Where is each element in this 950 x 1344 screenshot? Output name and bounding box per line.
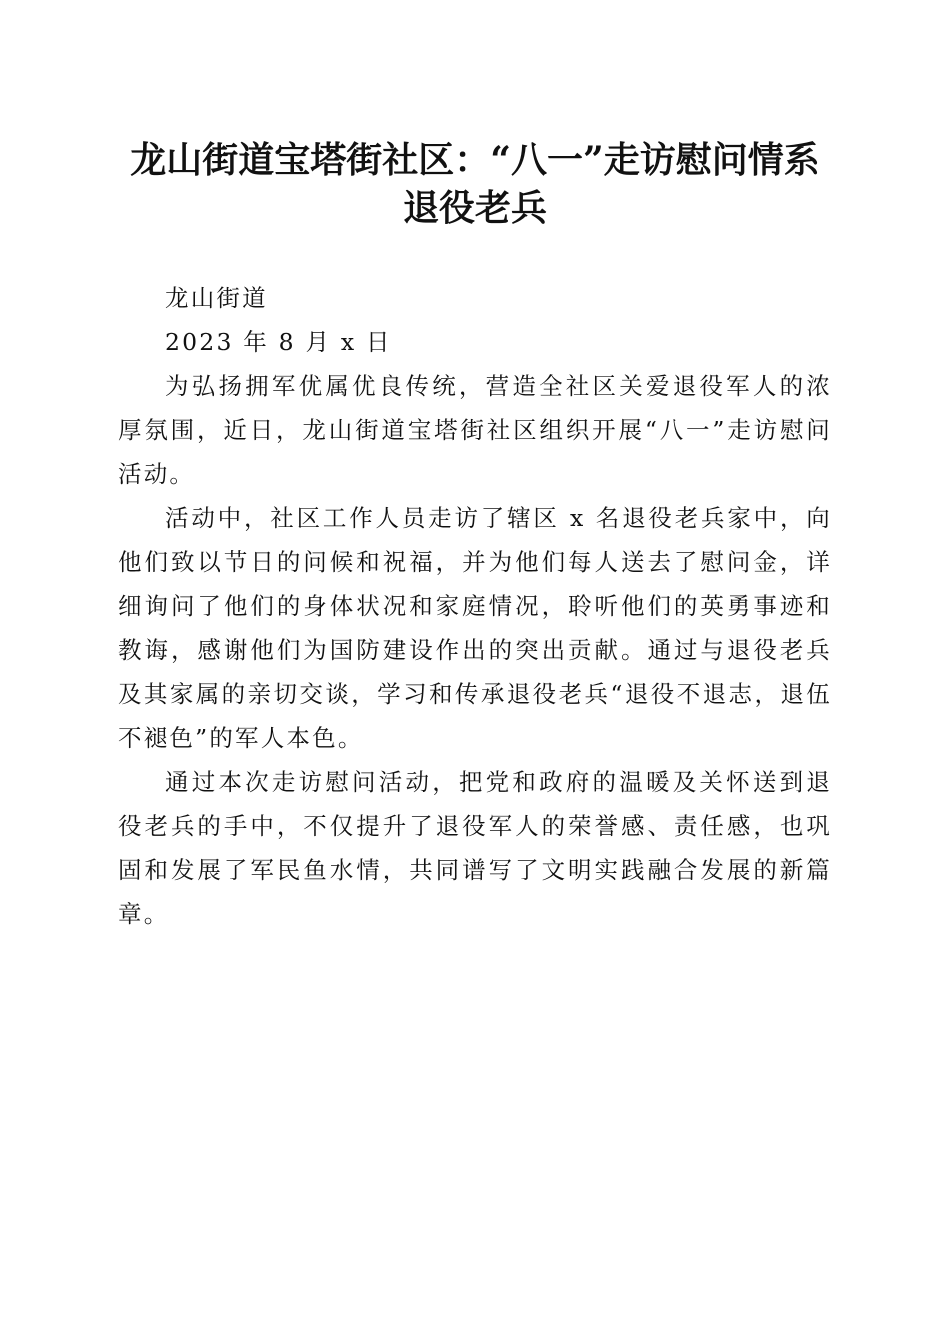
document-title	[110, 136, 840, 232]
title-line-1: 龙山街道宝塔街社区：“八一”走访慰问情系	[130, 139, 820, 181]
paragraph-3: 通过本次走访慰问活动，把党和政府的温暖及关怀送到退役老兵的手中，不仅提升了退役军人的荣誉感、责任感，也巩固和发展了军民鱼水情，共同谱写了文明实践融合发展的新篇章。	[118, 768, 832, 928]
paragraph-2: 活动中，社区工作人员走访了辖区 x 名退役老兵家中，向他们致以节日的问候和祝福，并为他们每人送去了慰问金，详细询问了他们的身体状况和家庭情况，聆听他们的英勇事迹和教诲，感谢他们为国防建设作出的突出贡献。通过与退役老兵及其家属的亲切交谈，学习和传承退役老兵“退役不退志，退伍不褪色”的军人本色。	[118, 504, 832, 752]
author-line: 龙山街道	[165, 284, 268, 312]
date-line: 2023 年 8 月 x 日	[165, 328, 392, 356]
document-body	[118, 276, 832, 936]
title-line-2: 退役老兵	[402, 187, 547, 229]
paragraph-1: 为弘扬拥军优属优良传统，营造全社区关爱退役军人的浓厚氛围，近日，龙山街道宝塔街社区组织开展“八一”走访慰问活动。	[118, 372, 832, 488]
